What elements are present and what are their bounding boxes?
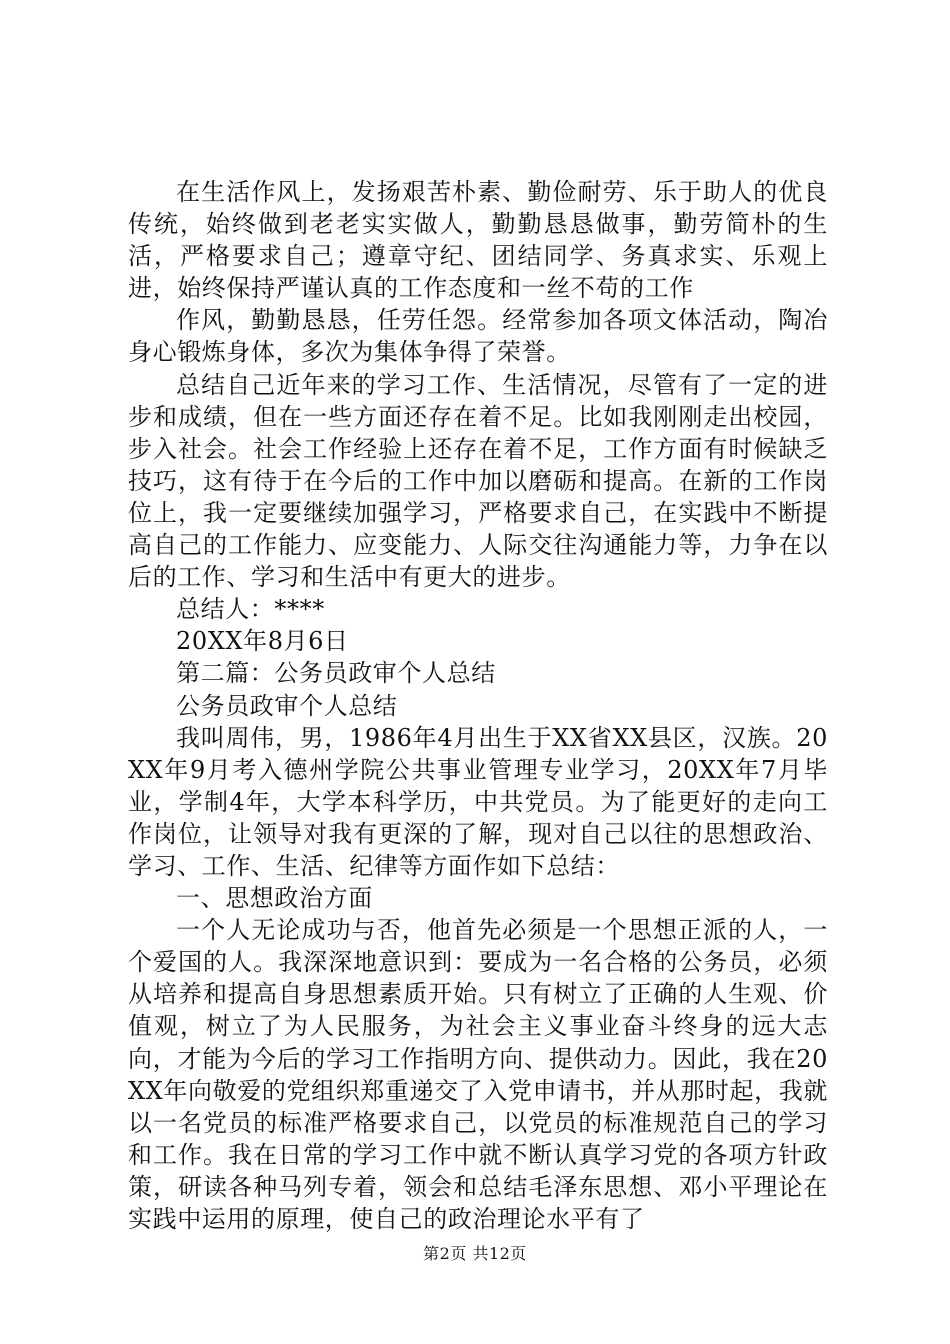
paragraph-lifestyle: 在生活作风上，发扬艰苦朴素、勤俭耐劳、乐于助人的优良传统，始终做到老老实实做人，勤勤恳恳做事，勤劳简朴的生活，严格要求自己；遵章守纪、团结同学、务真求实、乐观上进，始终保持严谨认真的工作态度和一丝不苟的工作 <box>128 178 828 303</box>
section-heading-ideology: 一、思想政治方面 <box>176 884 373 913</box>
paragraph-lifestyle-continued: 作风，勤勤恳恳，任劳任怨。经常参加各项文体活动，陶冶身心锻炼身体，多次为集体争得了荣誉。 <box>128 306 828 367</box>
document-subtitle: 公务员政审个人总结 <box>176 691 398 720</box>
summary-author: 总结人：**** <box>176 595 325 624</box>
paragraph-introduction: 我叫周伟，男，1986年4月出生于XX省XX县区，汉族。20XX年9月考入德州学院公共事业管理专业学习，20XX年7月毕业，学制4年，大学本科学历，中共党员。为了能更好的走向工作岗位，让领导对我有更深的了解，现对自己以往的思想政治、学习、工作、生活、纪律等方面作如下总结： <box>128 723 828 880</box>
summary-date: 20XX年8月6日 <box>176 627 349 656</box>
page-number-footer: 第2页 共12页 <box>423 1244 527 1263</box>
paragraph-ideology: 一个人无论成功与否，他首先必须是一个思想正派的人，一个爱国的人。我深深地意识到：要成为一名合格的公务员，必须从培养和提高自身思想素质开始。只有树立了正确的人生观、价值观，树立了为人民服务，为社会主义事业奋斗终身的远大志向，才能为今后的学习工作指明方向、提供动力。因此，我在20XX年向敬爱的党组织郑重递交了入党申请书，并从那时起，我就以一名党员的标准严格要求自己，以党员的标准规范自己的学习和工作。我在日常的学习工作中就不断认真学习党的各项方针政策，研读各种马列专着，领会和总结毛泽东思想、邓小平理论在实践中运用的原理，使自己的政治理论水平有了 <box>128 916 828 1233</box>
paragraph-self-assessment: 总结自己近年来的学习工作、生活情况，尽管有了一定的进步和成绩，但在一些方面还存在着不足。比如我刚刚走出校园，步入社会。社会工作经验上还存在着不足，工作方面有时候缺乏技巧，这有待于在今后的工作中加以磨砺和提高。在新的工作岗位上，我一定要继续加强学习，严格要求自己，在实践中不断提高自己的工作能力、应变能力、人际交往沟通能力等，力争在以后的工作、学习和生活中有更大的进步。 <box>128 370 828 592</box>
document-body <box>128 176 828 1235</box>
section-heading-part-two: 第二篇：公务员政审个人总结 <box>176 659 496 688</box>
